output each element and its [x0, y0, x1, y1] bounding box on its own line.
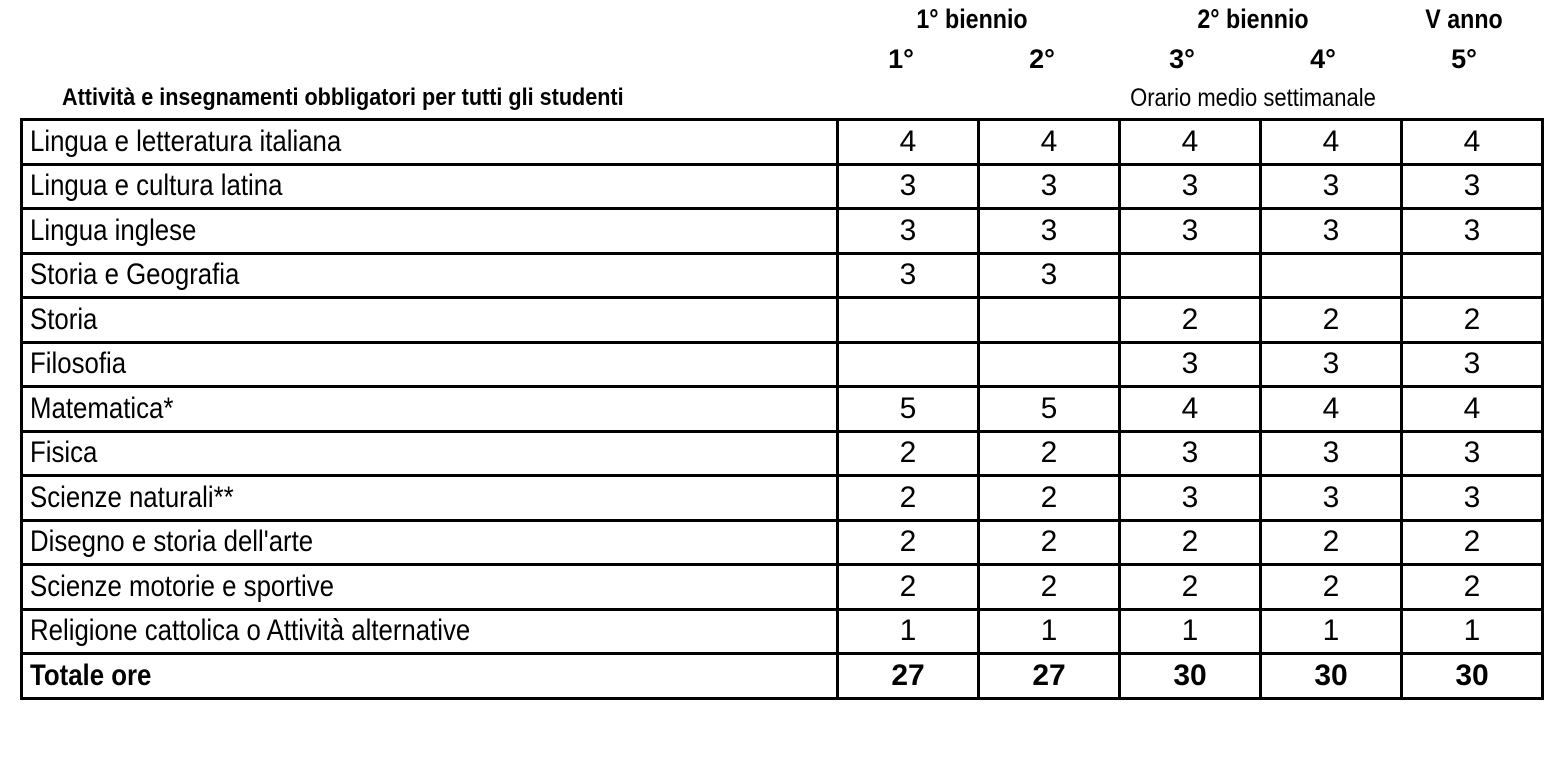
table-row [22, 342, 1543, 387]
table-row [22, 253, 1543, 298]
table-row [22, 120, 1543, 165]
subject-name: Religione cattolica o Attività alternative [30, 614, 471, 648]
year-header-4: 4° [1310, 44, 1336, 74]
hours-cell: 2 [979, 520, 1120, 565]
table-row [22, 609, 1543, 654]
hours-cell: 3 [1261, 431, 1402, 476]
subject-cell [22, 253, 838, 298]
hours-cell: 4 [1402, 387, 1543, 432]
subject-cell [22, 476, 838, 521]
total-hours-cell: 30 [1261, 654, 1402, 699]
hours-cell: 1 [1261, 609, 1402, 654]
hours-cell: 2 [838, 476, 979, 521]
subject-cell [22, 209, 838, 254]
table-row [22, 431, 1543, 476]
hours-cell: 1 [979, 609, 1120, 654]
hours-cell: 3 [1261, 342, 1402, 387]
group-header-biennio-2: 2° biennio [1197, 4, 1309, 34]
total-hours-cell: 27 [838, 654, 979, 699]
year-header-3: 3° [1169, 44, 1195, 74]
hours-cell: 4 [838, 120, 979, 165]
hours-cell: 1 [838, 609, 979, 654]
hours-cell: 3 [979, 209, 1120, 254]
hours-cell: 2 [1261, 565, 1402, 610]
hours-cell: 2 [838, 520, 979, 565]
total-hours-cell: 27 [979, 654, 1120, 699]
hours-cell: 3 [1402, 342, 1543, 387]
hours-cell: 2 [1402, 565, 1543, 610]
subject-cell [22, 609, 838, 654]
hours-cell: 5 [838, 387, 979, 432]
subject-cell [22, 387, 838, 432]
hours-cell: 3 [838, 164, 979, 209]
hours-cell [1402, 253, 1543, 298]
subject-cell [22, 431, 838, 476]
subject-cell [22, 565, 838, 610]
hours-cell: 3 [1120, 431, 1261, 476]
total-hours-cell: 30 [1120, 654, 1261, 699]
hours-cell: 1 [1402, 609, 1543, 654]
subject-cell [22, 164, 838, 209]
hours-cell: 3 [1120, 209, 1261, 254]
hours-cell: 3 [1261, 164, 1402, 209]
hours-cell: 2 [1120, 565, 1261, 610]
year-header-1: 1° [888, 44, 914, 74]
subject-name: Fisica [30, 436, 98, 470]
subject-name: Storia [30, 302, 98, 336]
hours-cell: 2 [838, 431, 979, 476]
table-row [22, 520, 1543, 565]
subject-name: Storia e Geografia [30, 258, 240, 292]
table-row [22, 209, 1543, 254]
subject-name: Filosofia [30, 347, 127, 381]
subject-cell [22, 120, 838, 165]
hours-unit-label: Orario medio settimanale [1130, 84, 1376, 112]
hours-cell: 3 [1120, 476, 1261, 521]
subject-name: Matematica* [30, 391, 174, 425]
table-caption: Attività e insegnamenti obbligatori per tutti gli studenti [62, 84, 624, 111]
table-row [22, 476, 1543, 521]
hours-cell: 3 [838, 209, 979, 254]
hours-cell: 3 [838, 253, 979, 298]
hours-cell [979, 298, 1120, 343]
year-header-5: 5° [1451, 44, 1477, 74]
group-header-biennio-1: 1° biennio [916, 4, 1028, 34]
hours-cell: 2 [1261, 298, 1402, 343]
table-row [22, 565, 1543, 610]
hours-cell: 4 [1402, 120, 1543, 165]
subject-name: Scienze naturali** [30, 480, 234, 514]
subject-cell [22, 520, 838, 565]
hours-cell: 2 [979, 476, 1120, 521]
hours-cell: 2 [1402, 298, 1543, 343]
hours-cell: 4 [1261, 120, 1402, 165]
hours-cell [979, 342, 1120, 387]
subject-name: Disegno e storia dell'arte [30, 525, 314, 559]
hours-cell: 2 [838, 565, 979, 610]
hours-cell: 3 [1402, 476, 1543, 521]
hours-cell: 5 [979, 387, 1120, 432]
hours-cell: 3 [1402, 209, 1543, 254]
table-row [22, 298, 1543, 343]
timetable [20, 118, 1544, 700]
hours-cell: 2 [979, 565, 1120, 610]
subject-cell [22, 298, 838, 343]
timetable-body [22, 120, 1543, 699]
hours-cell: 4 [979, 120, 1120, 165]
table-row [22, 164, 1543, 209]
hours-cell: 2 [1120, 298, 1261, 343]
hours-cell: 2 [979, 431, 1120, 476]
total-label-cell [22, 654, 838, 699]
hours-cell: 3 [1120, 342, 1261, 387]
hours-cell: 3 [979, 164, 1120, 209]
hours-cell: 3 [1261, 476, 1402, 521]
total-hours-cell: 30 [1402, 654, 1543, 699]
hours-cell: 2 [1120, 520, 1261, 565]
hours-cell: 4 [1120, 120, 1261, 165]
hours-cell [1261, 253, 1402, 298]
year-header-2: 2° [1029, 44, 1055, 74]
hours-cell: 3 [1402, 431, 1543, 476]
hours-cell: 2 [1402, 520, 1543, 565]
hours-cell: 3 [1261, 209, 1402, 254]
hours-cell: 3 [979, 253, 1120, 298]
hours-cell: 4 [1120, 387, 1261, 432]
subject-name: Lingua inglese [30, 213, 197, 247]
group-header-v-anno: V anno [1425, 4, 1503, 34]
hours-cell: 4 [1261, 387, 1402, 432]
subject-name: Scienze motorie e sportive [30, 569, 335, 603]
subject-name: Lingua e letteratura italiana [30, 124, 342, 158]
total-label: Totale ore [30, 658, 152, 692]
hours-cell: 3 [1402, 164, 1543, 209]
hours-cell: 3 [1120, 164, 1261, 209]
table-row [22, 387, 1543, 432]
subject-name: Lingua e cultura latina [30, 169, 283, 203]
total-row [22, 654, 1543, 699]
hours-cell [838, 342, 979, 387]
subject-cell [22, 342, 838, 387]
hours-cell: 1 [1120, 609, 1261, 654]
hours-cell: 2 [1261, 520, 1402, 565]
hours-cell [838, 298, 979, 343]
hours-cell [1120, 253, 1261, 298]
